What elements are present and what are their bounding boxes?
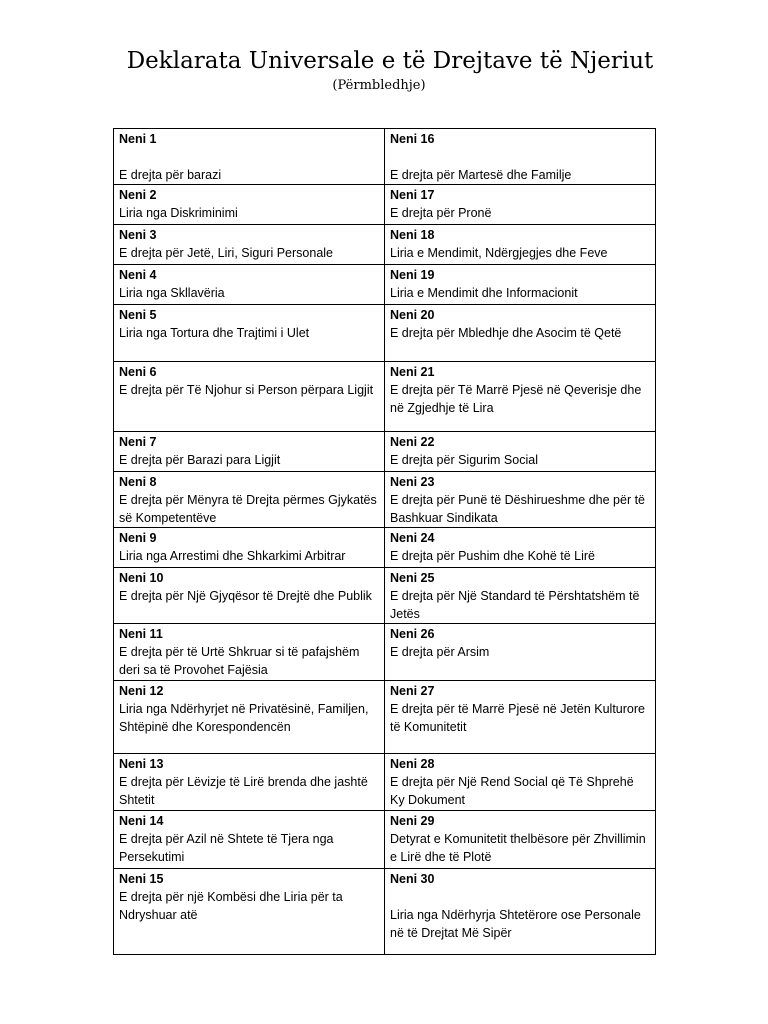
article-cell bbox=[385, 568, 656, 624]
table-row bbox=[114, 754, 656, 811]
article-text: Liria e Mendimit dhe Informacionit bbox=[390, 286, 578, 300]
article-cell bbox=[385, 681, 656, 754]
article-text: E drejta për Jetë, Liri, Siguri Personale bbox=[119, 246, 333, 260]
article-cell bbox=[114, 811, 385, 869]
table-row bbox=[114, 432, 656, 472]
article-cell bbox=[385, 225, 656, 265]
document-subtitle: (Përmbledhje) bbox=[332, 78, 426, 93]
article-text: E drejta për Punë të Dëshirueshme dhe për të Bashkuar Sindikata bbox=[390, 493, 646, 525]
article-cell bbox=[114, 265, 385, 305]
article-number: Neni 8 bbox=[119, 475, 157, 489]
article-cell bbox=[385, 472, 656, 528]
article-number: Neni 11 bbox=[119, 627, 163, 641]
table-row bbox=[114, 811, 656, 869]
table-row bbox=[114, 472, 656, 528]
table-row bbox=[114, 568, 656, 624]
article-cell bbox=[114, 754, 385, 811]
article-number: Neni 15 bbox=[119, 872, 164, 886]
article-number: Neni 4 bbox=[119, 268, 157, 282]
table-row bbox=[114, 528, 656, 568]
article-number: Neni 6 bbox=[119, 365, 157, 379]
article-cell bbox=[385, 811, 656, 869]
article-cell bbox=[114, 362, 385, 432]
article-number: Neni 3 bbox=[119, 228, 157, 242]
article-number: Neni 28 bbox=[390, 757, 435, 771]
article-number: Neni 29 bbox=[390, 814, 435, 828]
article-number: Neni 13 bbox=[119, 757, 164, 771]
article-cell bbox=[114, 129, 385, 185]
article-cell bbox=[114, 568, 385, 624]
article-text: E drejta për Martesë dhe Familje bbox=[390, 168, 572, 182]
article-text: Detyrat e Komunitetit thelbësore për Zhvillimin e Lirë dhe të Plotë bbox=[390, 832, 646, 864]
article-cell bbox=[385, 624, 656, 681]
article-number: Neni 16 bbox=[390, 132, 435, 146]
article-text: Liria nga Ndërhyrjet në Privatësinë, Familjen, Shtëpinë dhe Korespondencën bbox=[119, 702, 369, 734]
article-cell bbox=[385, 528, 656, 568]
article-text: E drejta për Sigurim Social bbox=[390, 453, 538, 467]
article-number: Neni 30 bbox=[390, 872, 435, 886]
article-text: E drejta për Një Rend Social që Të Shprehë Ky Dokument bbox=[390, 775, 634, 807]
article-number: Neni 21 bbox=[390, 365, 435, 379]
article-text: Liria nga Arrestimi dhe Shkarkimi Arbitrar bbox=[119, 549, 346, 563]
document-title: Deklarata Universale e të Drejtave të Njeriut bbox=[126, 48, 654, 74]
article-cell bbox=[385, 129, 656, 185]
article-cell bbox=[114, 869, 385, 955]
article-number: Neni 1 bbox=[119, 132, 157, 146]
article-cell bbox=[385, 305, 656, 362]
table-row bbox=[114, 869, 656, 955]
table-row bbox=[114, 185, 656, 225]
table-row bbox=[114, 305, 656, 362]
article-number: Neni 9 bbox=[119, 531, 157, 545]
article-text: E drejta për Pronë bbox=[390, 206, 492, 220]
article-cell bbox=[385, 185, 656, 225]
article-cell bbox=[114, 305, 385, 362]
article-cell bbox=[385, 362, 656, 432]
article-number: Neni 7 bbox=[119, 435, 157, 449]
article-text: Liria nga Tortura dhe Trajtimi i Ulet bbox=[119, 326, 310, 340]
article-number: Neni 10 bbox=[119, 571, 164, 585]
article-cell bbox=[114, 472, 385, 528]
article-text: E drejta për Barazi para Ligjit bbox=[119, 453, 281, 467]
article-text: Liria nga Diskriminimi bbox=[119, 206, 238, 220]
article-text: E drejta për barazi bbox=[119, 168, 222, 182]
article-text: E drejta për Një Gjyqësor të Drejtë dhe Publik bbox=[119, 589, 372, 603]
article-number: Neni 24 bbox=[390, 531, 435, 545]
article-cell bbox=[385, 754, 656, 811]
article-number: Neni 20 bbox=[390, 308, 435, 322]
article-cell bbox=[114, 681, 385, 754]
article-text: E drejta për Azil në Shtete të Tjera nga Persekutimi bbox=[119, 832, 334, 864]
article-number: Neni 22 bbox=[390, 435, 435, 449]
article-text: E drejta për të Urtë Shkruar si të pafajshëm deri sa të Provohet Fajësia bbox=[119, 645, 360, 677]
article-text: Liria nga Ndërhyrja Shtetërore ose Personale në të Drejtat Më Sipër bbox=[390, 908, 641, 940]
article-cell bbox=[114, 528, 385, 568]
article-number: Neni 5 bbox=[119, 308, 157, 322]
article-text: E drejta për një Kombësi dhe Liria për ta Ndryshuar atë bbox=[119, 890, 343, 922]
table-row bbox=[114, 624, 656, 681]
article-number: Neni 14 bbox=[119, 814, 164, 828]
article-number: Neni 19 bbox=[390, 268, 435, 282]
article-text: E drejta për Të Njohur si Person përpara Ligjit bbox=[119, 383, 374, 397]
article-number: Neni 25 bbox=[390, 571, 435, 585]
table-row bbox=[114, 225, 656, 265]
table-row bbox=[114, 362, 656, 432]
article-number: Neni 12 bbox=[119, 684, 164, 698]
article-text: E drejta për Mënyra të Drejta përmes Gjykatës së Kompetentëve bbox=[119, 493, 377, 525]
article-number: Neni 26 bbox=[390, 627, 435, 641]
article-number: Neni 2 bbox=[119, 188, 157, 202]
table-row bbox=[114, 265, 656, 305]
article-cell bbox=[385, 432, 656, 472]
table-row bbox=[114, 681, 656, 754]
article-cell bbox=[385, 869, 656, 955]
article-text: Liria e Mendimit, Ndërgjegjes dhe Feve bbox=[390, 246, 608, 260]
article-text: E drejta për Arsim bbox=[390, 645, 490, 659]
article-cell bbox=[385, 265, 656, 305]
article-text: E drejta për të Marrë Pjesë në Jetën Kulturore të Komunitetit bbox=[390, 702, 645, 734]
table-row bbox=[114, 129, 656, 185]
article-number: Neni 17 bbox=[390, 188, 435, 202]
article-cell bbox=[114, 432, 385, 472]
article-text: E drejta për Një Standard të Përshtatshëm të Jetës bbox=[390, 589, 640, 621]
article-text: Liria nga Skllavëria bbox=[119, 286, 225, 300]
article-text: E drejta për Pushim dhe Kohë të Lirë bbox=[390, 549, 595, 563]
article-number: Neni 18 bbox=[390, 228, 435, 242]
articles-table bbox=[113, 128, 656, 955]
article-text: E drejta për Mbledhje dhe Asocim të Qetë bbox=[390, 326, 622, 340]
article-cell bbox=[114, 624, 385, 681]
article-cell bbox=[114, 225, 385, 265]
article-text: E drejta për Të Marrë Pjesë në Qeverisje dhe në Zgjedhje të Lira bbox=[390, 383, 642, 415]
article-number: Neni 27 bbox=[390, 684, 435, 698]
article-cell bbox=[114, 185, 385, 225]
article-number: Neni 23 bbox=[390, 475, 435, 489]
article-text: E drejta për Lëvizje të Lirë brenda dhe jashtë Shtetit bbox=[119, 775, 368, 807]
